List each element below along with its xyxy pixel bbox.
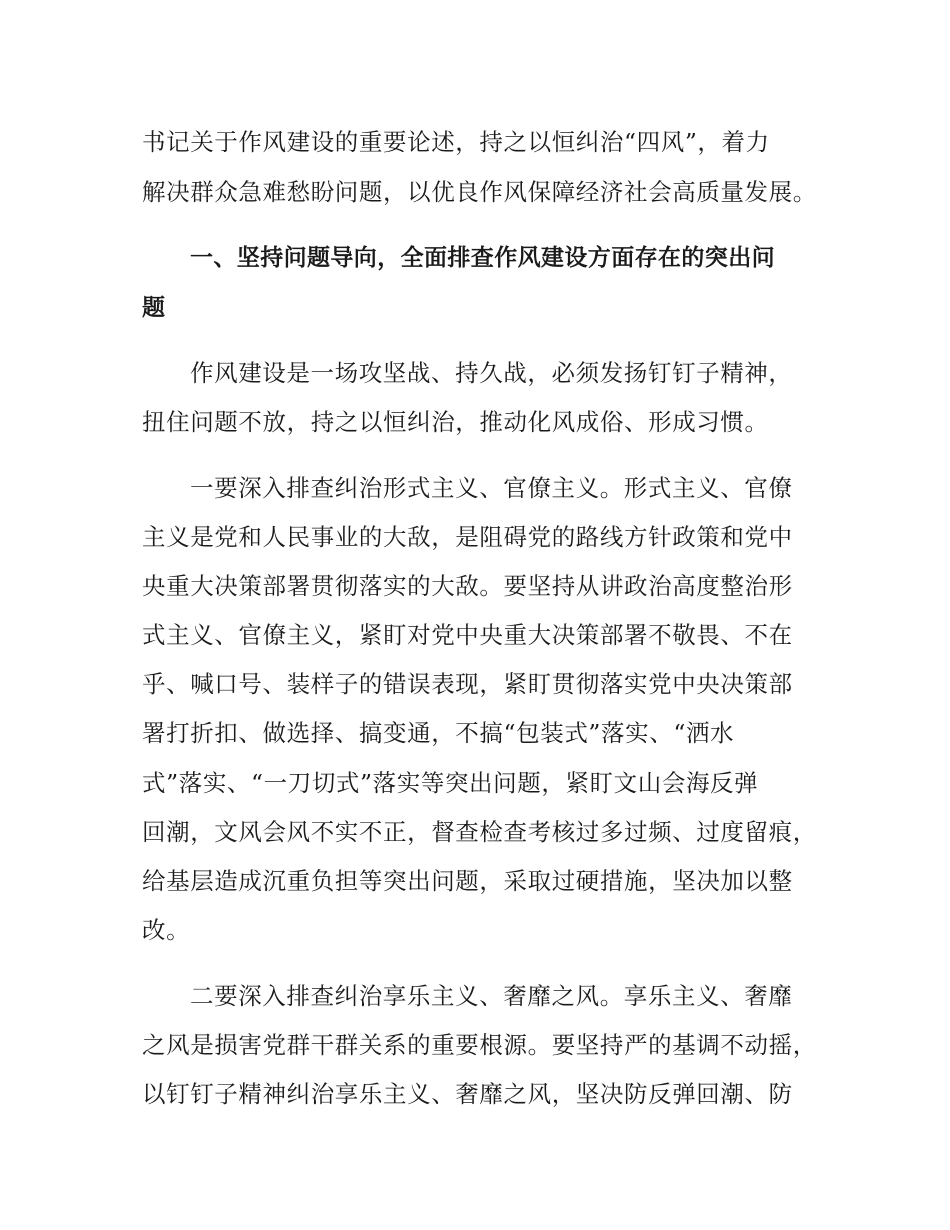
paragraph-line: 以钉钉子精神纠治享乐主义、奢靡之风，坚决防反弹回潮、防 [142,1080,793,1108]
paragraph-line: 给基层造成沉重负担等突出问题，采取过硬措施，坚决加以整 [142,867,793,895]
paragraph-line: 央重大决策部署贯彻落实的大敌。要坚持从讲政治高度整治形 [142,572,793,600]
paragraph-line: 一要深入排查纠治形式主义、官僚主义。形式主义、官僚 [190,474,793,502]
paragraph-line: 署打折扣、做选择、搞变通，不搞“包装式”落实、“洒水 [142,719,735,747]
paragraph-line: 式主义、官僚主义，紧盯对党中央重大决策部署不敬畏、不在 [142,621,793,649]
section-heading-line: 题 [142,295,166,321]
paragraph-line: 乎、喊口号、装样子的错误表现，紧盯贯彻落实党中央决策部 [142,670,793,698]
paragraph-line: 之风是损害党群干群关系的重要根源。要坚持严的基调不动摇， [142,1031,817,1059]
paragraph-line: 扭住问题不放，持之以恒纠治，推动化风成俗、形成习惯。 [142,408,769,436]
paragraph-line: 作风建设是一场攻坚战、持久战，必须发扬钉钉子精神， [190,359,793,387]
intro-line: 书记关于作风建设的重要论述，持之以恒纠治“四风”，着力 [142,128,770,156]
paragraph-line: 回潮，文风会风不实不正，督查检查考核过多过频、过度留痕， [142,818,817,846]
paragraph-line: 改。 [142,916,191,944]
paragraph-line: 式”落实、“一刀切式”落实等突出问题，紧盯文山会海反弹 [142,769,759,797]
paragraph-line: 二要深入排查纠治享乐主义、奢靡之风。享乐主义、奢靡 [190,982,793,1010]
intro-line: 解决群众急难愁盼问题，以优良作风保障经济社会高质量发展。 [142,178,817,206]
section-heading-line: 一、坚持问题导向，全面排查作风建设方面存在的突出问 [190,245,775,271]
paragraph-line: 主义是党和人民事业的大敌，是阻碍党的路线方针政策和党中 [142,523,793,551]
